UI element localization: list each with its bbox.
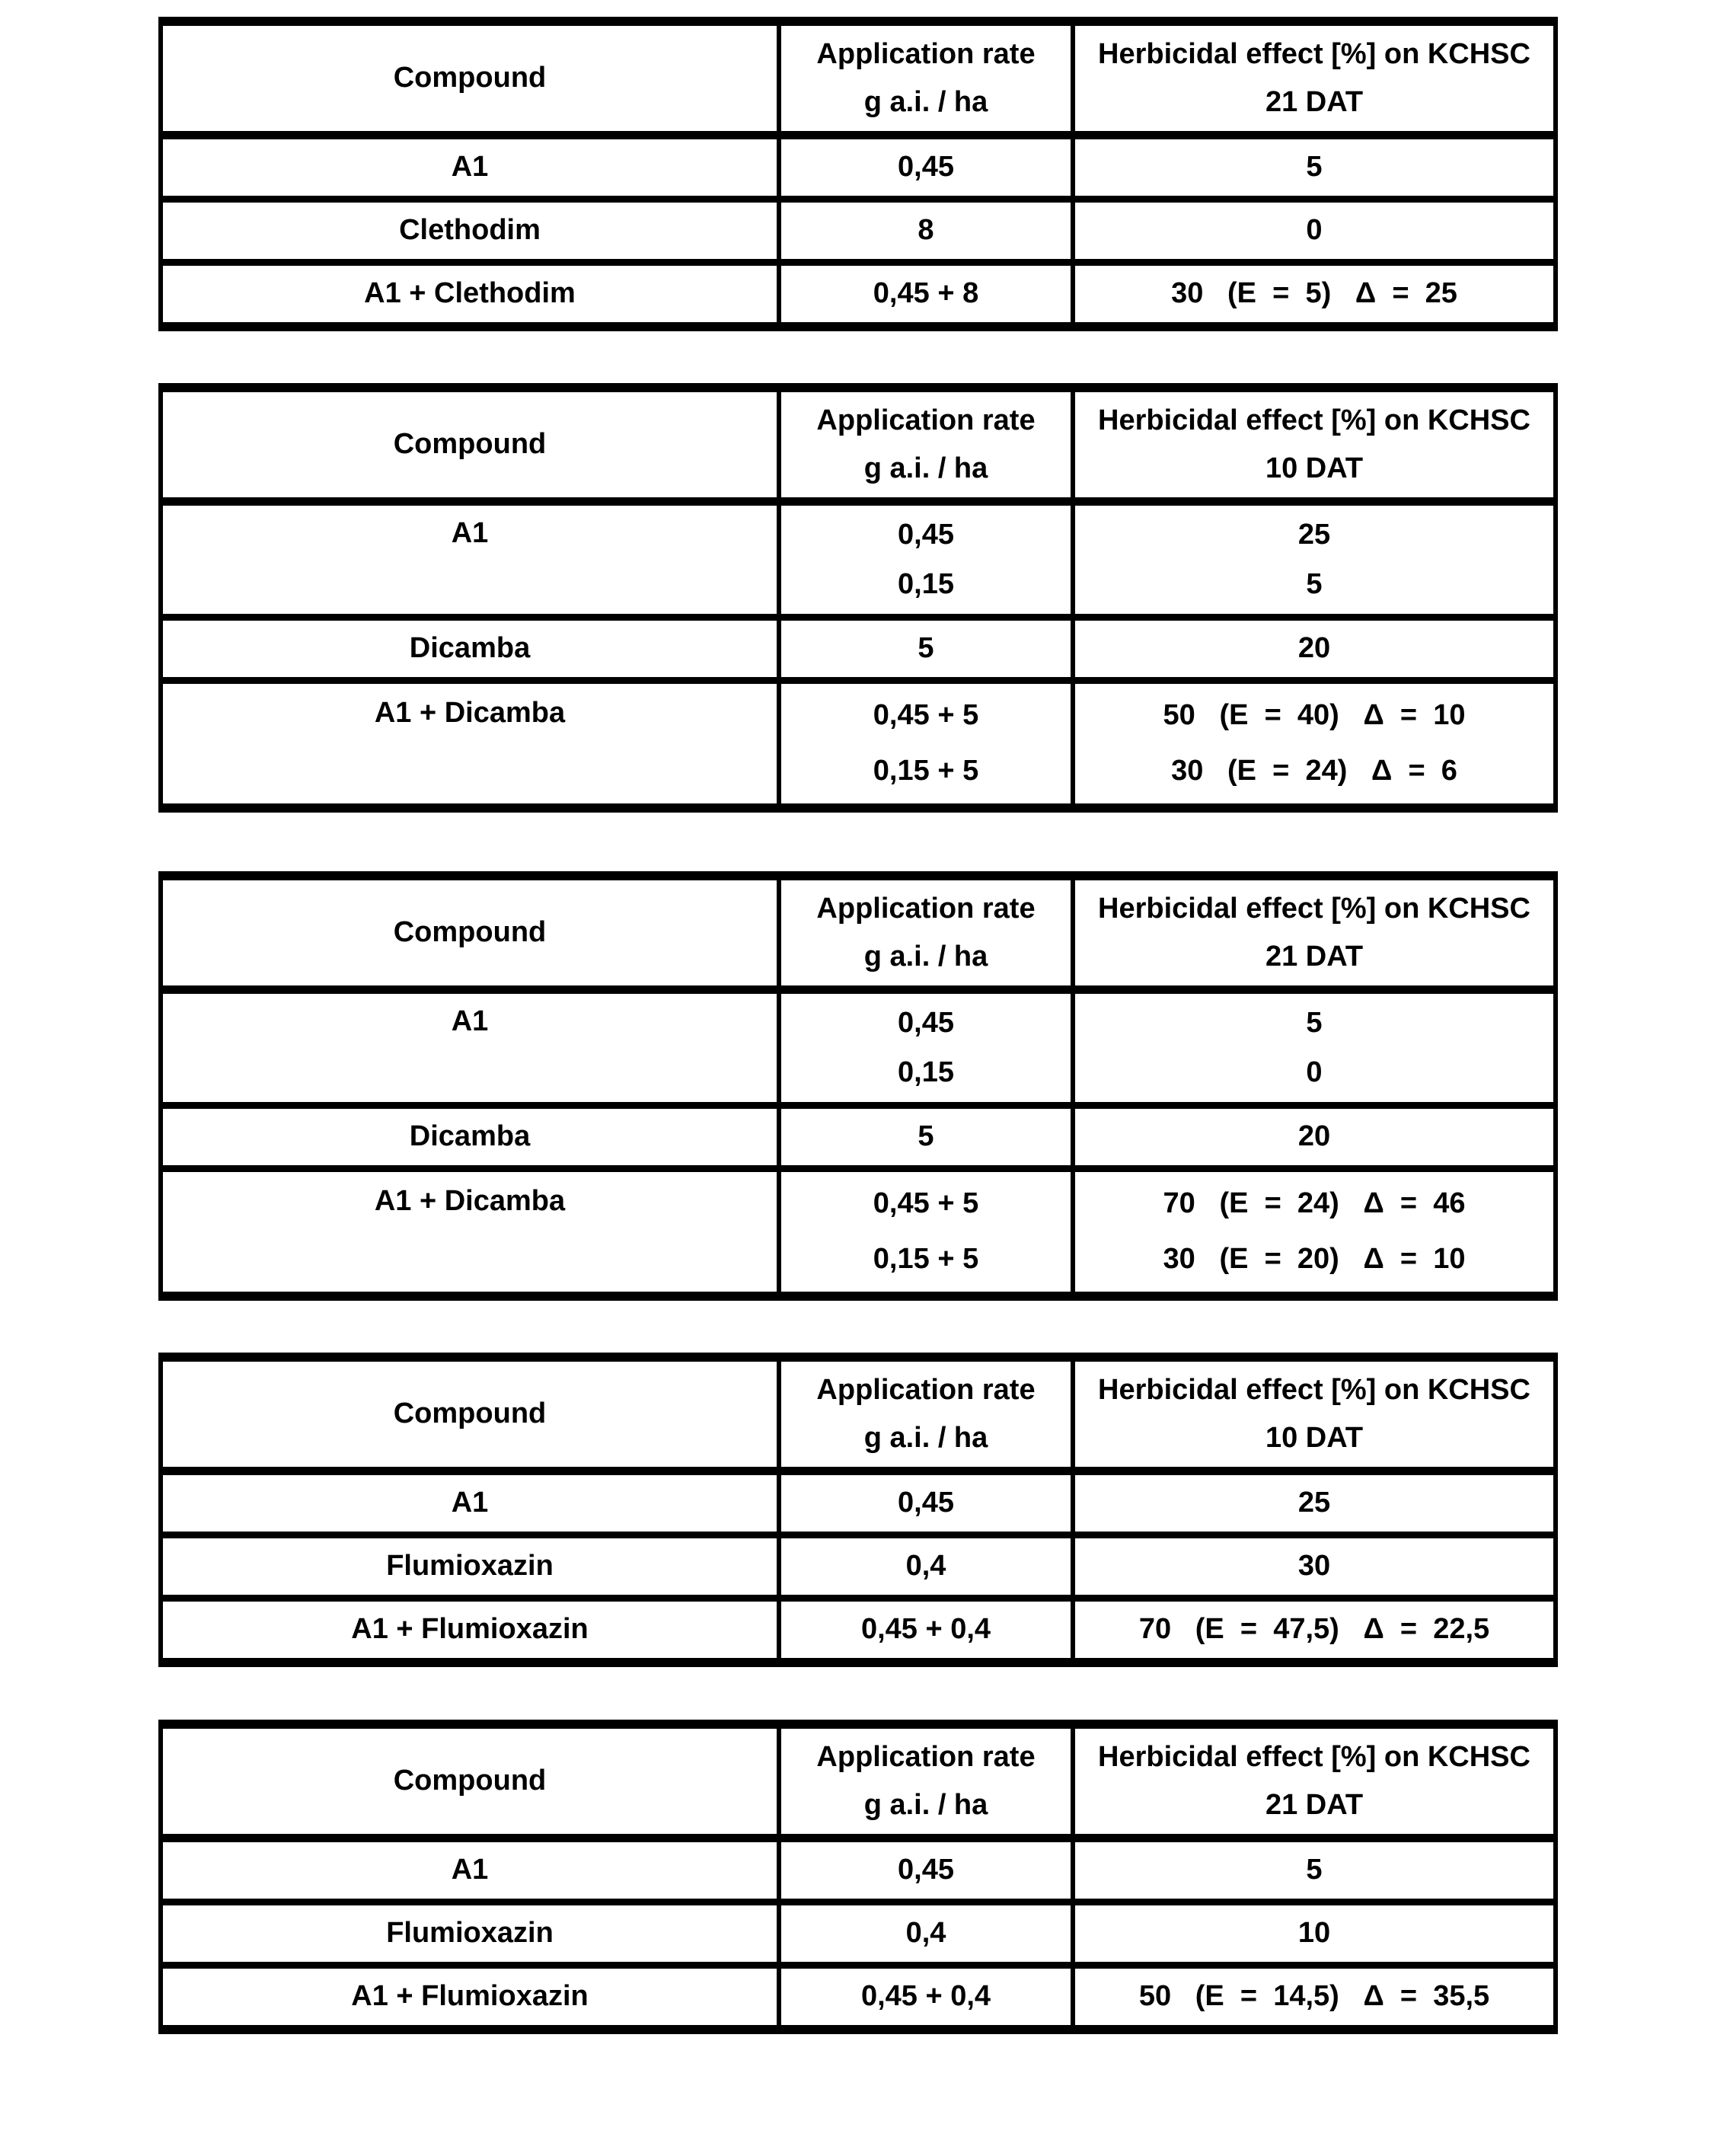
compound-header-label: Compound [393, 428, 547, 461]
compound-cell [163, 506, 777, 614]
table-flumioxazin-21dat [158, 1720, 1558, 2034]
table-clethodim-21dat [158, 17, 1558, 331]
effect-header-cell [1071, 880, 1553, 985]
effect-value: 0 [1306, 214, 1323, 247]
compound-value: A1 [451, 1005, 489, 1038]
table-row [163, 1467, 1553, 1532]
rate-value: 0,15 [898, 567, 954, 600]
effect-cell [1071, 994, 1553, 1102]
table-row [163, 1962, 1553, 2025]
effect-cell [1071, 1538, 1553, 1595]
table-header-row [163, 880, 1553, 985]
rate-value: 0,45 + 0,4 [860, 1980, 991, 2013]
compound-value: A1 [451, 1854, 489, 1886]
effect-header-cell [1071, 392, 1553, 497]
rate-value: 0,15 + 5 [873, 1242, 979, 1275]
rate-header-line2: g a.i. / ha [863, 452, 988, 484]
table-row [163, 1102, 1553, 1165]
effect-cell [1071, 203, 1553, 259]
compound-cell [163, 1969, 777, 2025]
rate-cell [777, 1172, 1071, 1292]
effect-cell [1071, 1842, 1553, 1899]
compound-value: A1 [451, 151, 489, 184]
compound-header-label: Compound [393, 62, 547, 94]
rate-value: 0,45 [898, 1854, 954, 1886]
rate-value: 0,15 [898, 1056, 954, 1088]
effect-cell [1071, 1475, 1553, 1532]
compound-header-cell [163, 392, 777, 497]
effect-cell [1071, 266, 1553, 322]
table-row [163, 259, 1553, 322]
effect-header-line2: 21 DAT [1265, 1788, 1364, 1821]
compound-cell [163, 684, 777, 803]
rate-header-cell [777, 392, 1071, 497]
rate-header-line1: Application rate [816, 404, 1036, 436]
effect-cell [1071, 1905, 1553, 1962]
compound-header-cell [163, 1729, 777, 1834]
compound-value: A1 + Flumioxazin [351, 1980, 589, 2013]
compound-cell [163, 994, 777, 1102]
compound-cell [163, 1842, 777, 1899]
effect-cell [1071, 1969, 1553, 2025]
rate-value: 0,45 + 0,4 [860, 1613, 991, 1646]
rate-cell [777, 1602, 1071, 1658]
rate-header-line1: Application rate [816, 892, 1036, 925]
document-page [158, 17, 1558, 2034]
compound-cell [163, 266, 777, 322]
effect-value: 10 [1297, 1917, 1331, 1950]
rate-header-cell [777, 1729, 1071, 1834]
effect-value: 70 (E = 47,5) Δ = 22,5 [1138, 1613, 1490, 1646]
effect-cell [1071, 684, 1553, 803]
compound-cell [163, 1109, 777, 1165]
effect-value: 50 (E = 40) Δ = 10 [1163, 699, 1466, 732]
table-row [163, 1834, 1553, 1899]
effect-value: 25 [1297, 1487, 1331, 1519]
rate-cell [777, 1905, 1071, 1962]
effect-value: 30 (E = 20) Δ = 10 [1163, 1242, 1466, 1275]
rate-header-line1: Application rate [816, 1740, 1036, 1773]
rate-value: 8 [918, 214, 934, 247]
effect-value: 5 [1306, 1006, 1323, 1039]
compound-value: Flumioxazin [386, 1917, 554, 1950]
effect-header-cell [1071, 1362, 1553, 1467]
effect-value: 5 [1306, 1854, 1323, 1886]
effect-value: 20 [1297, 632, 1331, 665]
effect-value: 50 (E = 14,5) Δ = 35,5 [1138, 1980, 1490, 2013]
rate-value: 0,15 + 5 [873, 754, 979, 787]
compound-header-cell [163, 880, 777, 985]
rate-value: 0,4 [905, 1550, 946, 1583]
compound-value: Clethodim [399, 214, 541, 247]
effect-value: 25 [1297, 518, 1331, 551]
effect-cell [1071, 1172, 1553, 1292]
effect-value: 20 [1297, 1120, 1331, 1153]
effect-header-cell [1071, 26, 1553, 131]
effect-value: 70 (E = 24) Δ = 46 [1163, 1187, 1466, 1220]
rate-cell [777, 203, 1071, 259]
table-header-row [163, 1729, 1553, 1834]
rate-header-line2: g a.i. / ha [863, 1421, 988, 1454]
rate-cell [777, 506, 1071, 614]
compound-header-label: Compound [393, 1765, 547, 1797]
compound-header-cell [163, 1362, 777, 1467]
compound-cell [163, 621, 777, 677]
rate-value: 0,4 [905, 1917, 946, 1950]
rate-cell [777, 1538, 1071, 1595]
effect-header-line1: Herbicidal effect [%] on KCHSC [1098, 404, 1530, 436]
rate-header-cell [777, 1362, 1071, 1467]
rate-cell [777, 684, 1071, 803]
effect-header-line2: 10 DAT [1265, 1421, 1364, 1454]
compound-cell [163, 1602, 777, 1658]
rate-value: 0,45 + 5 [873, 1187, 979, 1220]
rate-value: 0,45 [898, 1006, 954, 1039]
table-row [163, 985, 1553, 1102]
effect-cell [1071, 506, 1553, 614]
effect-header-cell [1071, 1729, 1553, 1834]
compound-value: Flumioxazin [386, 1550, 554, 1583]
table-row [163, 614, 1553, 677]
compound-header-label: Compound [393, 1397, 547, 1430]
rate-cell [777, 266, 1071, 322]
rate-value: 5 [918, 632, 934, 665]
effect-cell [1071, 621, 1553, 677]
compound-value: Dicamba [409, 632, 531, 665]
effect-header-line2: 10 DAT [1265, 452, 1364, 484]
compound-header-cell [163, 26, 777, 131]
compound-value: A1 + Dicamba [374, 1184, 566, 1217]
table-row [163, 677, 1553, 803]
effect-value: 30 (E = 5) Δ = 25 [1171, 277, 1457, 310]
compound-cell [163, 1475, 777, 1532]
effect-header-line1: Herbicidal effect [%] on KCHSC [1098, 1373, 1530, 1406]
rate-cell [777, 139, 1071, 196]
rate-value: 0,45 [898, 1487, 954, 1519]
rate-value: 5 [918, 1120, 934, 1153]
effect-cell [1071, 1602, 1553, 1658]
compound-value: A1 + Clethodim [364, 277, 576, 310]
effect-header-line2: 21 DAT [1265, 85, 1364, 118]
effect-header-line1: Herbicidal effect [%] on KCHSC [1098, 1740, 1530, 1773]
table-row [163, 1165, 1553, 1292]
table-row [163, 131, 1553, 196]
effect-cell [1071, 1109, 1553, 1165]
rate-cell [777, 621, 1071, 677]
rate-header-cell [777, 26, 1071, 131]
rate-header-line1: Application rate [816, 1373, 1036, 1406]
effect-value: 30 [1297, 1550, 1331, 1583]
rate-value: 0,45 [898, 151, 954, 184]
table-header-row [163, 1362, 1553, 1467]
effect-value: 5 [1306, 151, 1323, 184]
rate-header-line2: g a.i. / ha [863, 940, 988, 973]
table-header-row [163, 26, 1553, 131]
rate-cell [777, 1109, 1071, 1165]
compound-value: A1 + Dicamba [374, 696, 566, 729]
rate-value: 0,45 + 5 [873, 699, 979, 732]
compound-cell [163, 1538, 777, 1595]
effect-cell [1071, 139, 1553, 196]
rate-cell [777, 1842, 1071, 1899]
table-row [163, 196, 1553, 259]
compound-value: A1 + Flumioxazin [351, 1613, 589, 1646]
effect-value: 0 [1306, 1056, 1323, 1088]
rate-value: 0,45 [898, 518, 954, 551]
effect-value: 5 [1306, 567, 1323, 600]
compound-value: A1 [451, 517, 489, 550]
effect-header-line1: Herbicidal effect [%] on KCHSC [1098, 37, 1530, 70]
rate-header-line2: g a.i. / ha [863, 1788, 988, 1821]
table-header-row [163, 392, 1553, 497]
compound-cell [163, 1905, 777, 1962]
rate-header-cell [777, 880, 1071, 985]
compound-cell [163, 139, 777, 196]
table-dicamba-10dat [158, 383, 1558, 813]
effect-header-line1: Herbicidal effect [%] on KCHSC [1098, 892, 1530, 925]
table-row [163, 497, 1553, 614]
table-dicamba-21dat [158, 871, 1558, 1301]
table-row [163, 1532, 1553, 1595]
effect-header-line2: 21 DAT [1265, 940, 1364, 973]
table-row [163, 1595, 1553, 1658]
rate-cell [777, 1475, 1071, 1532]
compound-value: A1 [451, 1487, 489, 1519]
rate-value: 0,45 + 8 [873, 277, 979, 310]
rate-cell [777, 1969, 1071, 2025]
effect-value: 30 (E = 24) Δ = 6 [1171, 754, 1457, 787]
compound-value: Dicamba [409, 1120, 531, 1153]
table-flumioxazin-10dat [158, 1353, 1558, 1667]
rate-cell [777, 994, 1071, 1102]
rate-header-line2: g a.i. / ha [863, 85, 988, 118]
rate-header-line1: Application rate [816, 37, 1036, 70]
compound-cell [163, 203, 777, 259]
compound-cell [163, 1172, 777, 1292]
table-row [163, 1899, 1553, 1962]
compound-header-label: Compound [393, 916, 547, 949]
